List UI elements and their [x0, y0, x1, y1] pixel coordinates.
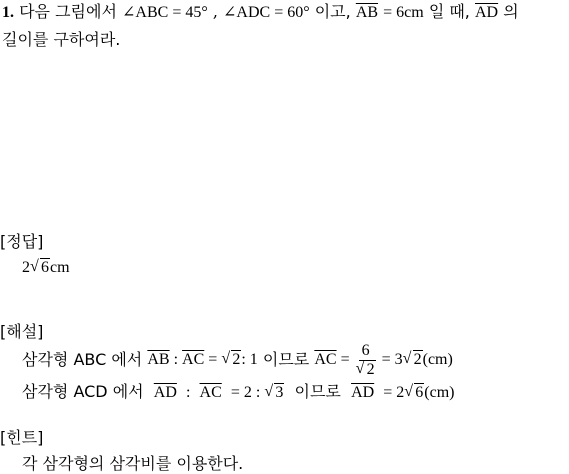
hint-text: 각 삼각형의 삼각비를 이용한다.	[22, 454, 244, 473]
ratio-tail: : 1	[241, 351, 258, 368]
hint-heading: [힌트]	[0, 428, 44, 447]
answer-coef: 2	[22, 259, 30, 276]
segment-ab: $\overline{AB}$	[355, 4, 379, 21]
segment-ad: $\overline{AD}$	[475, 4, 499, 21]
answer-heading: [정답]	[0, 232, 44, 251]
seg-ab: $\overline{AB}$	[147, 351, 170, 368]
seg-ad: $\overline{AD}$	[153, 384, 177, 401]
explanation-line-2: 삼각형 ACD 에서 $\overline{AD}$ : $\overline{AC} = 2$ : √ 3 이므로 $\overline{AD} = 2$ √ 6(cm)	[22, 382, 455, 403]
answer-value	[22, 258, 70, 278]
seg-ac: $\overline{AC}$	[182, 351, 205, 368]
sqrt-3: √ 3	[264, 383, 284, 403]
question-text: 다음 그림에서	[19, 2, 117, 21]
answer-unit: cm	[50, 259, 70, 276]
question-text-of: 의	[503, 2, 519, 21]
ratio-two: 2	[243, 384, 252, 401]
question-text-when: 일 때,	[428, 2, 470, 21]
question-line-1: 1. 다음 그림에서 ∠ABC = 45° , ∠ADC = 60° 이고, $\overline{AB} = 6cm$ 일 때, $\overline{AD}$ 의	[2, 2, 519, 21]
angle-adc: ∠ADC = 60°	[223, 4, 310, 21]
seg-ac-3: $\overline{AC}$	[199, 384, 222, 401]
answer-sqrt: √ 6	[30, 258, 50, 278]
explanation-line-1-so: 이므로	[262, 350, 310, 369]
result2-coef: 2	[396, 384, 405, 401]
sqrt-2: √ 2	[221, 350, 241, 370]
question-line-2: 길이를 구하여라.	[2, 30, 121, 49]
result2-unit: (cm)	[424, 384, 455, 401]
question-number: 1.	[2, 4, 14, 21]
result-coef: 3	[394, 351, 403, 368]
explanation-line-1: 삼각형 ABC 에서 $\overline{AB}$ : $\overline{AC}$ = √ 2 : 1 이므로 $\overline{AC}$ = 6 √ 2 = 3 √ 2 (cm)	[22, 340, 453, 380]
fraction-6-over-sqrt2: 6 √ 2	[353, 342, 379, 379]
ab-value: = 6cm	[383, 4, 424, 21]
result-unit: (cm)	[422, 351, 453, 368]
explanation-heading: [해설]	[0, 322, 44, 341]
result2-sqrt: √ 6	[404, 383, 424, 403]
explanation-line-2-prefix: 삼각형 ACD 에서	[22, 382, 144, 401]
explanation-line-2-so: 이므로	[294, 382, 341, 401]
seg-ad-2: $\overline{AD}$	[351, 384, 375, 401]
question-text-mid: 이고,	[314, 2, 351, 21]
seg-ac-2: $\overline{AC}$	[314, 351, 337, 368]
explanation-line-1-prefix: 삼각형 ABC 에서	[22, 350, 143, 369]
result-sqrt: √ 2	[403, 350, 423, 370]
angle-abc: ∠ABC = 45°	[122, 4, 208, 21]
